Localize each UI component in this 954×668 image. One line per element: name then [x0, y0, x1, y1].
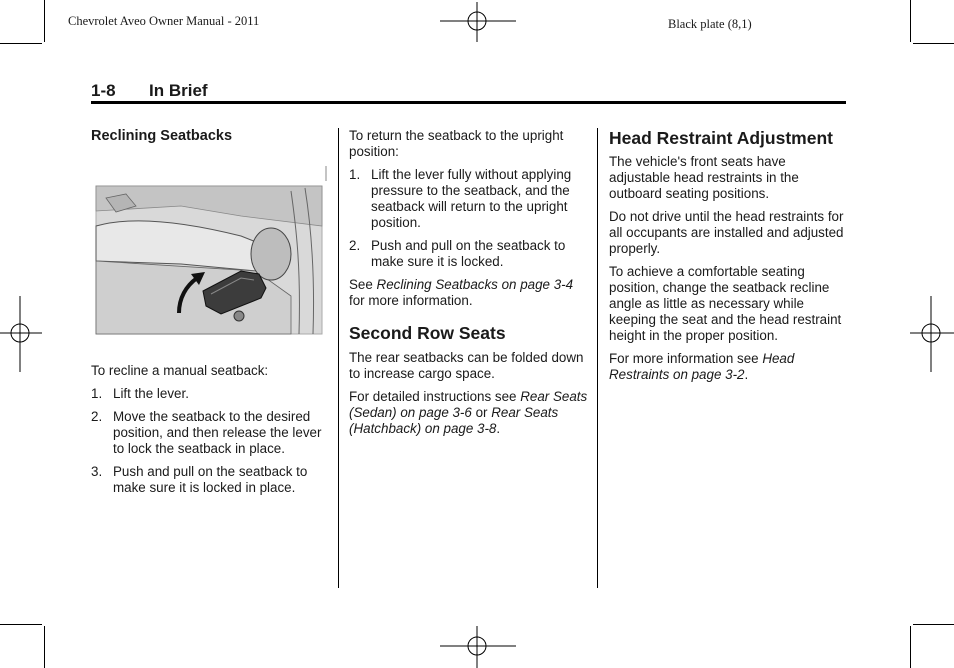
step-number: 2. [91, 409, 103, 424]
registration-mark-bottom [440, 626, 516, 668]
step-text: Lift the lever. [113, 386, 189, 401]
detailed-instructions [349, 389, 589, 437]
step-text: Move the seatback to the desired position, and then release the lever to lock the seatback in place. [113, 409, 322, 456]
step-text: Push and pull on the seatback to make sure it is locked. [371, 238, 566, 269]
see-suffix: for more information. [349, 293, 473, 308]
second-row-para: The rear seatbacks can be folded down to increase cargo space. [349, 350, 584, 381]
header-rule [91, 101, 846, 104]
registration-mark-right [910, 296, 954, 372]
see-reference [349, 277, 589, 309]
upright-intro: To return the seatback to the upright position: [349, 128, 564, 159]
page-number: 1-8 [91, 81, 116, 100]
para-suffix: . [744, 367, 749, 382]
head-restraint-para-3: To achieve a comfortable seating position, change the seatback recline angle as little as necessary while keeping the seat and the head restraint height in the proper position. [609, 264, 842, 343]
manual-title: Chevrolet Aveo Owner Manual - 2011 [68, 14, 260, 28]
list-item [91, 464, 329, 496]
list-item [91, 386, 329, 402]
head-restraint-para-1: The vehicle's front seats have adjustable head restraints in the outboard seating positions. [609, 154, 799, 201]
column-3 [609, 128, 849, 383]
para-suffix: . [496, 421, 501, 436]
plate-label: Black plate (8,1) [668, 17, 752, 31]
para-prefix: For detailed instructions see [349, 389, 521, 404]
seatback-lever-illustration [91, 166, 327, 342]
step-number: 1. [91, 386, 103, 401]
column-2 [349, 128, 589, 437]
column-1-body [91, 363, 329, 496]
second-row-seats-heading: Second Row Seats [349, 323, 506, 343]
column-divider-2 [597, 128, 598, 588]
para-prefix: For more information see [609, 351, 763, 366]
registration-mark-left [0, 296, 42, 372]
section-title: In Brief [149, 81, 208, 100]
column-1 [91, 128, 329, 144]
rear-seats-hatchback-link[interactable]: Rear Seats (Hatchback) on page 3-8 [349, 405, 559, 436]
rear-seats-sedan-link[interactable]: Rear Seats (Sedan) on page 3-6 [349, 389, 588, 420]
column-divider-1 [338, 128, 339, 588]
see-prefix: See [349, 277, 377, 292]
step-number: 1. [349, 167, 361, 182]
head-restraint-para-2: Do not drive until the head restraints for all occupants are installed and adjusted properly. [609, 209, 844, 256]
reclining-seatbacks-heading: Reclining Seatbacks [91, 128, 233, 144]
registration-mark-top [440, 2, 516, 42]
list-item [91, 409, 329, 457]
list-item [349, 238, 589, 270]
list-item [349, 167, 589, 231]
head-restraint-heading: Head Restraint Adjustment [609, 128, 833, 148]
head-restraint-reference [609, 351, 849, 383]
step-text: Lift the lever fully without applying pressure to the seatback, and the seatback will return to the upright position. [371, 167, 572, 230]
step-text: Push and pull on the seatback to make sure it is locked in place. [113, 464, 308, 495]
head-restraints-link[interactable]: Head Restraints on page 3-2 [609, 351, 795, 382]
recline-intro: To recline a manual seatback: [91, 363, 269, 378]
para-or: or [471, 405, 492, 420]
reclining-seatbacks-link[interactable]: Reclining Seatbacks on page 3-4 [376, 277, 574, 292]
step-number: 2. [349, 238, 361, 253]
step-number: 3. [91, 464, 103, 479]
